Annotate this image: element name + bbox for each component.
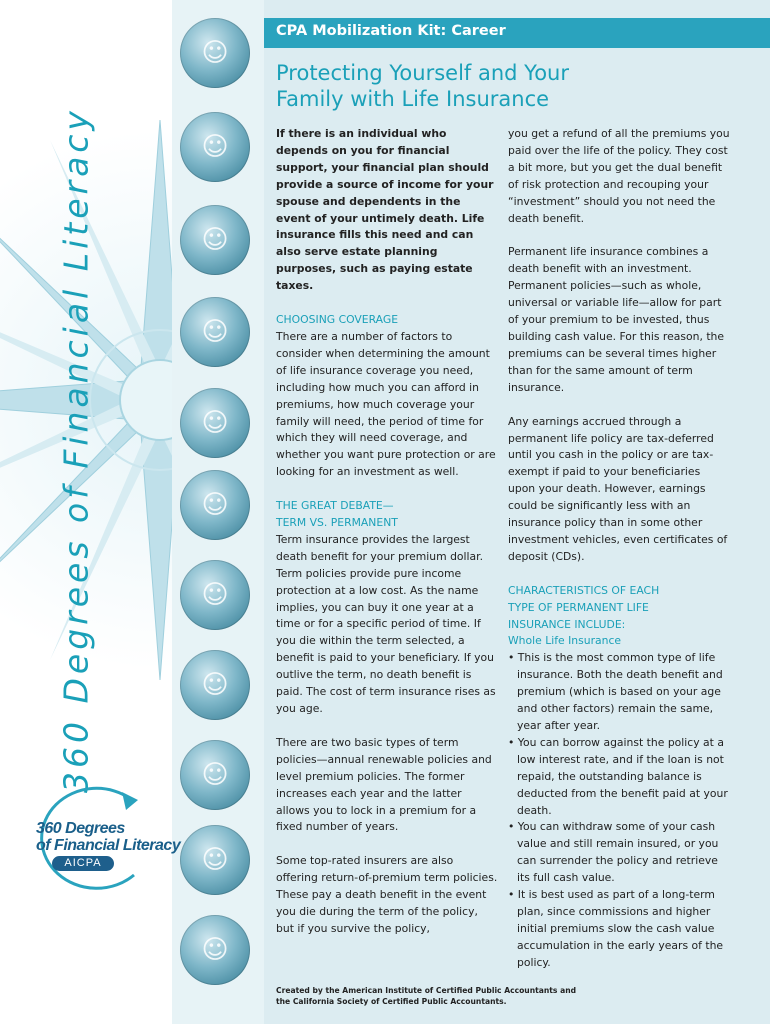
photo-circle (180, 205, 250, 275)
person-photo-icon: ☺ (201, 132, 229, 162)
earnings-paragraph: Any earnings accrued through a permanent life policy are tax-deferred until you cash in the policy or are tax-exempt if paid to your beneficiaries upon your death. However, earnings could be significantly less with an insurance policy than in some other investment vehicles, even certificates of deposit (CDs). (508, 414, 728, 563)
vertical-series-title: 360 Degrees of Financial Literacy (56, 107, 96, 793)
person-photo-icon: ☺ (201, 845, 229, 875)
aicpa-badge: AICPA (52, 856, 114, 871)
continued-paragraph: you get a refund of all the premiums you paid over the life of the policy. They cost a bit more, but you get the dual benefit of risk protection and recouping your “investment” should you not need the death benefit. (508, 127, 730, 225)
kit-title: CPA Mobilization Kit: Career (276, 23, 506, 39)
photo-circle (180, 740, 250, 810)
photo-circle (180, 470, 250, 540)
photo-circle (180, 915, 250, 985)
whole-life-list (508, 650, 730, 971)
rop-paragraph: Some top-rated insurers are also offering return-of-premium term policies. These pay a death benefit in the event you die during the term of the policy, but if you survive the policy, (276, 854, 498, 935)
person-photo-icon: ☺ (201, 760, 229, 790)
list-item: • You can withdraw some of your cash value and still remain insured, or you can surrender the policy and retrieve its full cash value. (508, 820, 719, 885)
person-photo-icon: ☺ (201, 490, 229, 520)
person-photo-icon: ☺ (201, 38, 229, 68)
section-heading-characteristics: CHARACTERISTICS OF EACH TYPE OF PERMANENT LIFE INSURANCE INCLUDE: (508, 583, 660, 631)
list-item: • It is best used as part of a long-term plan, since commissions and higher initial premiums slow the cash value accumulation in the early years of the policy. (508, 888, 724, 969)
footer-credit: Created by the American Institute of Certified Public Accountants and the California Society of Certified Public Accountants. (276, 986, 577, 1006)
photo-circle (180, 825, 250, 895)
person-photo-icon: ☺ (201, 580, 229, 610)
column-left (276, 126, 498, 938)
choosing-paragraph: There are a number of factors to consider when determining the amount of life insurance coverage you need, including how much you can afford in premiums, how much coverage your family will need, the period of time for which they will need coverage, and whether you want pure protection or are looking for an investment as well. (276, 329, 496, 479)
photo-circle (180, 560, 250, 630)
photo-circle (180, 388, 250, 458)
person-photo-icon: ☺ (201, 408, 229, 438)
column-right (508, 126, 730, 972)
person-photo-icon: ☺ (201, 317, 229, 347)
person-photo-icon: ☺ (201, 935, 229, 965)
section-heading-debate: THE GREAT DEBATE— TERM VS. PERMANENT (276, 499, 398, 530)
debate-paragraph: Term insurance provides the largest death benefit for your premium dollar. Term policies provide pure income protection at a low cost. As the name implies, you can buy it one year at a time or for a specific period of time. If you die within the term selected, a benefit is paid to your beneficiary. If you outlive the term, no death benefit is paid. The cost of term insurance rises as you age. (276, 532, 496, 715)
logo-title: 360 Degrees of Financial Literacy (36, 820, 181, 854)
list-item: • You can borrow against the policy at a low interest rate, and if the loan is not repaid, the outstanding balance is deducted from the benefit paid at your death. (508, 735, 728, 817)
photo-circle (180, 650, 250, 720)
permanent-paragraph: Permanent life insurance combines a death benefit with an investment. Permanent policies—such as whole, universal or variable life—allow for part of your premium to be invested, thus building cash value. For this reason, the premiums can be several times higher than for the same amount of term insurance. (508, 245, 725, 394)
photo-circle (180, 112, 250, 182)
section-heading-choosing: CHOOSING COVERAGE (276, 313, 399, 327)
intro-paragraph: If there is an individual who depends on you for financial support, your financial plan should provide a source of income for your spouse and dependents in the event of your untimely death. Life insurance fills this need and can also serve estate planning purposes, such as paying estate taxes. (276, 127, 494, 293)
person-photo-icon: ☺ (201, 670, 229, 700)
photo-circle (180, 18, 250, 88)
list-item: • This is the most common type of life insurance. Both the death benefit and premium (which is based on your age and other factors) remain the same, year after year. (508, 651, 723, 732)
subheading-whole-life: Whole Life Insurance (508, 634, 622, 648)
header-band (264, 18, 770, 48)
person-photo-icon: ☺ (201, 225, 229, 255)
photo-circle (180, 297, 250, 367)
page-title: Protecting Yourself and Your Family with Life Insurance (276, 61, 570, 111)
types-paragraph: There are two basic types of term policies—annual renewable policies and level premium policies. The former increases each year and the latter allows you to lock in a premium for a fixed number of years. (276, 735, 492, 834)
